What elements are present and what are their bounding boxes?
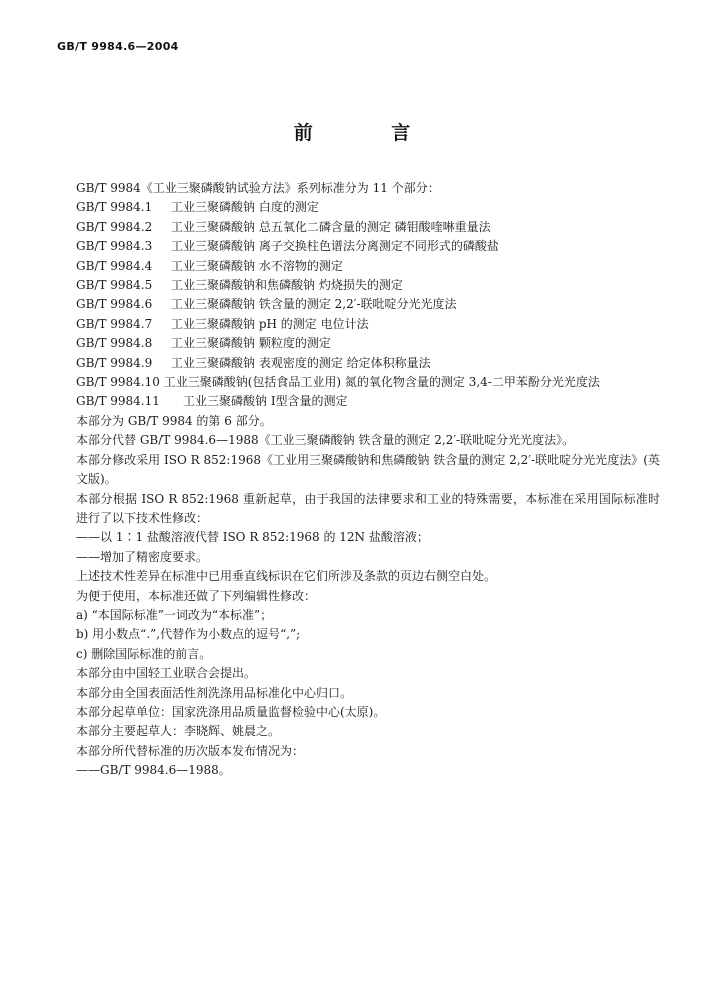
marking-paragraph: 上述技术性差异在标准中已用垂直线标识在它们所涉及条款的页边右侧空白处。: [76, 569, 497, 584]
list-item: [55, 334, 660, 353]
part-code: GB/T 9984.11: [76, 394, 160, 409]
history-paragraph: 本部分所代替标准的历次版本发布情况为：: [76, 743, 305, 758]
part-name: 工业三聚磷酸钠 表观密度的测定 给定体积称量法: [171, 355, 431, 370]
part-code: GB/T 9984.8: [76, 336, 153, 351]
list-item: [55, 257, 660, 276]
list-item: [55, 237, 660, 256]
part-code: GB/T 9984.5: [76, 278, 153, 293]
standard-code: GB/T 9984.6—2004: [57, 40, 179, 53]
part-name: 工业三聚磷酸钠和焦磷酸钠 灼烧损失的测定: [171, 278, 403, 293]
this-part-paragraph: 本部分为 GB/T 9984 的第 6 部分。: [76, 413, 272, 428]
part-code: GB/T 9984.4: [76, 258, 153, 273]
history-item: ——GB/T 9984.6—1988。: [76, 763, 231, 778]
proposed-paragraph: 本部分由中国轻工业联合会提出。: [76, 666, 257, 681]
part-code: GB/T 9984.3: [76, 239, 153, 254]
list-item: [55, 276, 660, 295]
replaces-paragraph: 本部分代替 GB/T 9984.6—1988《工业三聚磷酸钠 铁含量的测定 2,2′-联吡啶分光光度法》。: [76, 433, 575, 448]
part-code: GB/T 9984.6: [76, 297, 153, 312]
part-name: 工业三聚磷酸钠 pH 的测定 电位计法: [171, 316, 369, 331]
redraft-paragraph: 本部分根据 ISO R 852:1968 重新起草，由于我国的法律要求和工业的特殊需要，本标准在采用国际标准时进行了以下技术性修改：: [76, 491, 660, 525]
part-name: 工业三聚磷酸钠 总五氧化二磷含量的测定 磷钼酸喹啉重量法: [171, 219, 491, 234]
part-name: 工业三聚磷酸钠 白度的测定: [171, 200, 319, 215]
part-name: 工业三聚磷酸钠 铁含量的测定 2,2′-联吡啶分光光度法: [171, 297, 457, 312]
intro-paragraph: GB/T 9984《工业三聚磷酸钠试验方法》系列标准分为 11 个部分：: [76, 181, 440, 195]
list-item: [55, 218, 660, 237]
part-name: 工业三聚磷酸钠 Ⅰ型含量的测定: [183, 394, 348, 409]
list-item: [55, 354, 660, 373]
part-name: 工业三聚磷酸钠 离子交换柱色谱法分离测定不同形式的磷酸盐: [171, 239, 499, 254]
part-code: GB/T 9984.1: [76, 200, 153, 215]
part-code: GB/T 9984.9: [76, 355, 153, 370]
part-name: 工业三聚磷酸钠 颗粒度的测定: [171, 336, 331, 351]
page-title: 前 言: [293, 122, 447, 144]
part-code: GB/T 9984.2: [76, 219, 153, 234]
list-item: [55, 392, 660, 411]
drafters-paragraph: 本部分主要起草人：李晓辉、姚晨之。: [76, 724, 281, 739]
modification-item: ——以 1∶1 盐酸溶液代替 ISO R 852:1968 的 12N 盐酸溶液；: [76, 530, 429, 545]
list-item: [55, 315, 660, 334]
part-code: GB/T 9984.7: [76, 316, 153, 331]
centralized-paragraph: 本部分由全国表面活性剂洗涤用品标准化中心归口。: [76, 685, 353, 700]
editorial-paragraph: 为便于使用，本标准还做了下列编辑性修改：: [76, 588, 317, 603]
drafting-unit-paragraph: 本部分起草单位：国家洗涤用品质量监督检验中心(太原)。: [76, 704, 386, 719]
parts-list-end: [55, 392, 660, 411]
list-item: [55, 198, 660, 217]
parts-list: [55, 198, 660, 373]
editorial-item: a) “本国际标准”一词改为“本标准”；: [76, 607, 273, 622]
modification-item: ——增加了精密度要求。: [76, 549, 209, 564]
part-name: 工业三聚磷酸钠 水不溶物的测定: [171, 258, 343, 273]
editorial-item: c) 删除国际标准的前言。: [76, 646, 212, 661]
editorial-item: b) 用小数点“.”,代替作为小数点的逗号“,”;: [76, 627, 301, 642]
part-10-item: GB/T 9984.10 工业三聚磷酸钠(包括食品工业用) 氮的氧化物含量的测定 3,4-二甲苯酚分光光度法: [76, 375, 600, 390]
foreword-body: [55, 179, 660, 781]
adopts-paragraph: 本部分修改采用 ISO R 852:1968《工业用三聚磷酸钠和焦磷酸钠 铁含量的测定 2,2′-联吡啶分光光度法》(英文版)。: [76, 452, 660, 487]
list-item: [55, 295, 660, 314]
